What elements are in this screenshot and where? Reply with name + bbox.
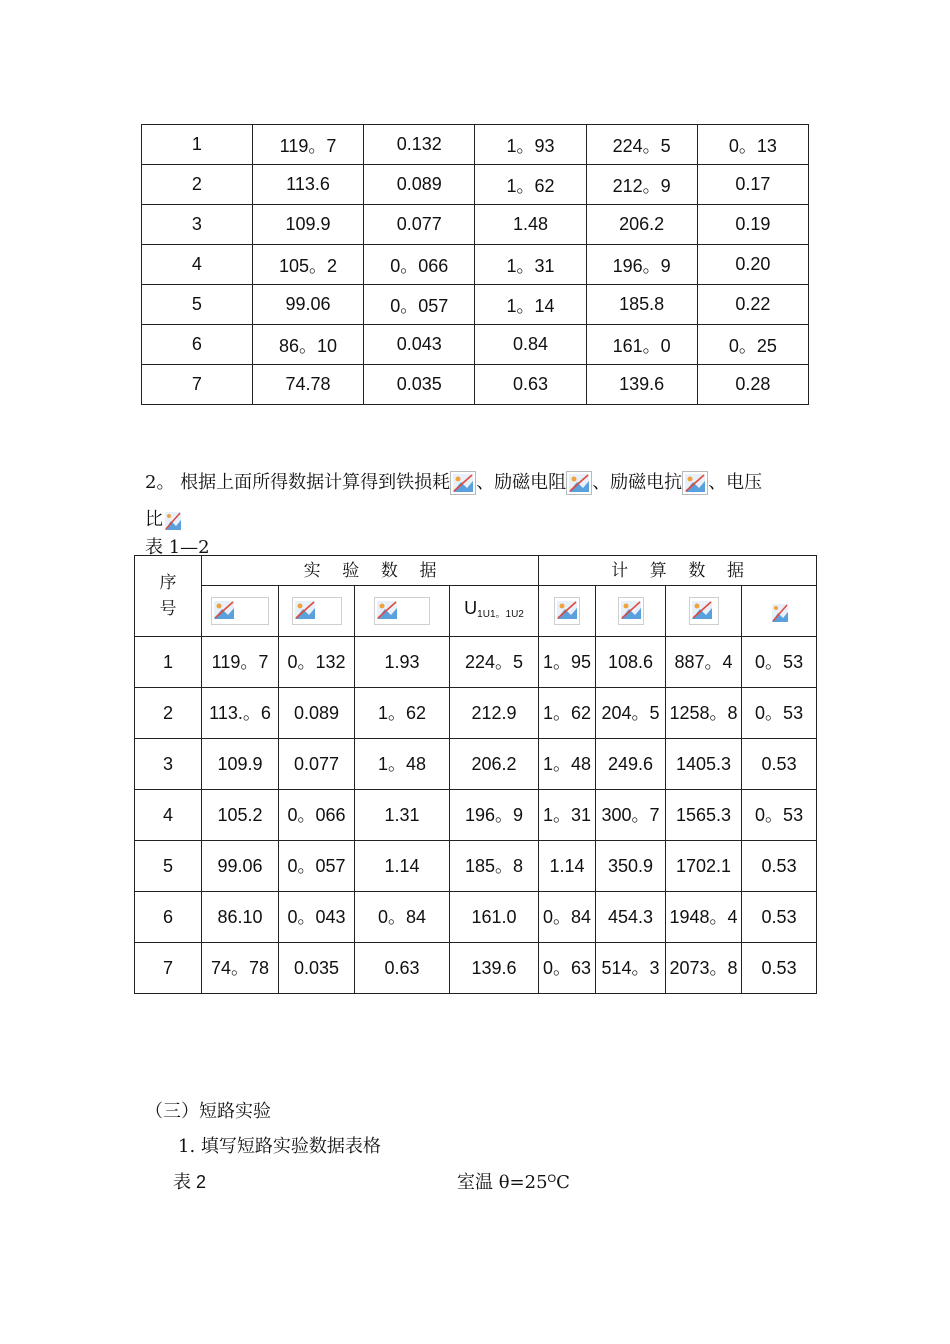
- table-cell: 0.089: [279, 688, 355, 739]
- table-cell: 0.17: [697, 165, 808, 205]
- table-cell: 139.6: [450, 943, 539, 994]
- room-temperature: [457, 1168, 570, 1194]
- table-cell: 1.31: [355, 790, 450, 841]
- table-cell: 108.6: [596, 637, 666, 688]
- table-cell: 350.9: [596, 841, 666, 892]
- table-2-label: 表 2: [173, 1172, 207, 1192]
- instruction-text-part4: 、电压: [708, 472, 763, 493]
- table-row: [135, 841, 817, 892]
- table-cell: 0。057: [364, 285, 475, 325]
- table-cell: 74。78: [202, 943, 279, 994]
- table-cell: 1.14: [539, 841, 596, 892]
- table-row: [142, 125, 809, 165]
- table-cell: 0.63: [475, 365, 586, 405]
- table-cell: 1。95: [539, 637, 596, 688]
- table-cell: 161。0: [586, 325, 697, 365]
- table-row: [142, 165, 809, 205]
- broken-image-icon: [770, 602, 788, 622]
- table-cell: 204。5: [596, 688, 666, 739]
- broken-image-icon: [163, 510, 181, 530]
- table-cell: 224。5: [586, 125, 697, 165]
- column-header-u1u2: [450, 586, 539, 637]
- table-cell: 206.2: [450, 739, 539, 790]
- table-cell: 1948。4: [666, 892, 742, 943]
- table-cell: 4: [135, 790, 202, 841]
- table-cell: 454.3: [596, 892, 666, 943]
- experiment-data-header: 实 验 数 据: [202, 556, 539, 586]
- table-cell: 86。10: [252, 325, 363, 365]
- table-cell: 1: [135, 637, 202, 688]
- table-cell: 0.035: [279, 943, 355, 994]
- table-row: [142, 245, 809, 285]
- table-cell: 2: [142, 165, 253, 205]
- table-row: [142, 205, 809, 245]
- table-cell: 1。62: [355, 688, 450, 739]
- broken-image-icon: [211, 597, 269, 625]
- table-cell: 0。13: [697, 125, 808, 165]
- table-cell: 1。48: [539, 739, 596, 790]
- table-caption: 表 1—2: [145, 537, 210, 558]
- table-cell: 0.53: [742, 841, 817, 892]
- table-cell: 1。14: [475, 285, 586, 325]
- table-cell: 0。53: [742, 688, 817, 739]
- table-cell: 7: [142, 365, 253, 405]
- table-cell: 86.10: [202, 892, 279, 943]
- table-cell: 185。8: [450, 841, 539, 892]
- table-row: [142, 365, 809, 405]
- broken-image-icon: [682, 471, 708, 495]
- table-cell: 0.84: [475, 325, 586, 365]
- broken-image-icon: [554, 597, 580, 625]
- table-cell: 0.19: [697, 205, 808, 245]
- table-cell: 2: [135, 688, 202, 739]
- table-cell: 6: [135, 892, 202, 943]
- table-cell: 0.53: [742, 892, 817, 943]
- table-cell: 224。5: [450, 637, 539, 688]
- table-cell: 514。3: [596, 943, 666, 994]
- table-cell: 0。53: [742, 790, 817, 841]
- broken-image-icon: [374, 597, 430, 625]
- table-row: [142, 325, 809, 365]
- table-cell: 0.132: [364, 125, 475, 165]
- table-cell: 7: [135, 943, 202, 994]
- table-cell: 300。7: [596, 790, 666, 841]
- table-cell: 196。9: [450, 790, 539, 841]
- table-row: [135, 790, 817, 841]
- table-cell: 1.14: [355, 841, 450, 892]
- table-row: [135, 892, 817, 943]
- table-cell: 1565.3: [666, 790, 742, 841]
- table-cell: 1。31: [539, 790, 596, 841]
- table-cell: 185.8: [586, 285, 697, 325]
- table-cell: 0。84: [539, 892, 596, 943]
- table-cell: 113.。6: [202, 688, 279, 739]
- table-cell: 161.0: [450, 892, 539, 943]
- instruction-text-part2: 、励磁电阻: [476, 472, 567, 493]
- table-cell: 1。31: [475, 245, 586, 285]
- table-row: [142, 285, 809, 325]
- table-cell: 1.48: [475, 205, 586, 245]
- table-cell: 0。057: [279, 841, 355, 892]
- celsius-unit: C: [556, 1172, 570, 1193]
- table-cell: 0。066: [279, 790, 355, 841]
- table-cell: 212.9: [450, 688, 539, 739]
- table-cell: 1258。8: [666, 688, 742, 739]
- table-cell: 0。132: [279, 637, 355, 688]
- table-cell: 249.6: [596, 739, 666, 790]
- broken-image-icon: [566, 471, 592, 495]
- table-cell: 74.78: [252, 365, 363, 405]
- table-cell: 0.20: [697, 245, 808, 285]
- table-cell: 109.9: [252, 205, 363, 245]
- table-cell: 0.043: [364, 325, 475, 365]
- sequence-header: 序 号: [135, 556, 202, 637]
- table-cell: 0.077: [364, 205, 475, 245]
- table-row: [135, 943, 817, 994]
- calculation-instruction: [145, 468, 762, 495]
- table-cell: 0.53: [742, 943, 817, 994]
- column-header-image: [742, 586, 817, 637]
- instruction-line2: [145, 505, 181, 531]
- broken-image-icon: [292, 597, 342, 625]
- table-cell: 887。4: [666, 637, 742, 688]
- table-cell: 1。62: [539, 688, 596, 739]
- table-cell: 3: [142, 205, 253, 245]
- table-cell: 0。63: [539, 943, 596, 994]
- column-header-image: [596, 586, 666, 637]
- broken-image-icon: [618, 597, 644, 625]
- table-cell: 212。9: [586, 165, 697, 205]
- table-cell: 0.63: [355, 943, 450, 994]
- column-header-image: [355, 586, 450, 637]
- table-cell: 196。9: [586, 245, 697, 285]
- table-cell: 119。7: [252, 125, 363, 165]
- table-cell: 0.28: [697, 365, 808, 405]
- u-label: U: [464, 597, 478, 618]
- table-cell: 99.06: [202, 841, 279, 892]
- table-cell: 4: [142, 245, 253, 285]
- calculated-data-header: 计 算 数 据: [539, 556, 817, 586]
- table-cell: 105。2: [252, 245, 363, 285]
- table-cell: 0。25: [697, 325, 808, 365]
- table-cell: 0.035: [364, 365, 475, 405]
- table-cell: 1。93: [475, 125, 586, 165]
- table-cell: 2073。8: [666, 943, 742, 994]
- instruction-text-part5: 比: [145, 509, 163, 530]
- table-cell: 1: [142, 125, 253, 165]
- table-cell: 1405.3: [666, 739, 742, 790]
- broken-image-icon: [689, 597, 719, 625]
- table-cell: 0.22: [697, 285, 808, 325]
- calculated-data-table: [134, 555, 817, 994]
- column-header-image: [539, 586, 596, 637]
- u-subscript: 1U1。1U2: [477, 608, 524, 620]
- table-cell: 3: [135, 739, 202, 790]
- table-cell: 99.06: [252, 285, 363, 325]
- table-cell: 0.077: [279, 739, 355, 790]
- short-circuit-heading: （三）短路实验: [145, 1101, 271, 1122]
- table-cell: 0。84: [355, 892, 450, 943]
- table-row: [135, 637, 817, 688]
- short-circuit-item-1: 1. 填写短路实验数据表格: [178, 1136, 381, 1157]
- table-row: [135, 739, 817, 790]
- table-cell: 105.2: [202, 790, 279, 841]
- table-cell: 1。62: [475, 165, 586, 205]
- measurement-table: [141, 124, 809, 405]
- table-cell: 119。7: [202, 637, 279, 688]
- table-cell: 6: [142, 325, 253, 365]
- table-cell: 0。066: [364, 245, 475, 285]
- table-cell: 0。043: [279, 892, 355, 943]
- table-cell: 206.2: [586, 205, 697, 245]
- table-cell: 0.089: [364, 165, 475, 205]
- table-cell: 1.93: [355, 637, 450, 688]
- table-cell: 1702.1: [666, 841, 742, 892]
- broken-image-icon: [450, 471, 476, 495]
- table-cell: 1。48: [355, 739, 450, 790]
- room-temp-text: 室温 θ=25: [457, 1172, 548, 1193]
- table-cell: 139.6: [586, 365, 697, 405]
- table-cell: 5: [142, 285, 253, 325]
- instruction-text-part1: 2。 根据上面所得数据计算得到铁损耗: [145, 472, 451, 493]
- table-cell: 113.6: [252, 165, 363, 205]
- instruction-text-part3: 、励磁电抗: [592, 472, 683, 493]
- column-header-image: [279, 586, 355, 637]
- table-cell: 0.53: [742, 739, 817, 790]
- column-header-image: [666, 586, 742, 637]
- table-cell: 5: [135, 841, 202, 892]
- table-cell: 0。53: [742, 637, 817, 688]
- table-cell: 109.9: [202, 739, 279, 790]
- degree-symbol: O: [547, 1173, 557, 1185]
- table-row: [135, 688, 817, 739]
- column-header-image: [202, 586, 279, 637]
